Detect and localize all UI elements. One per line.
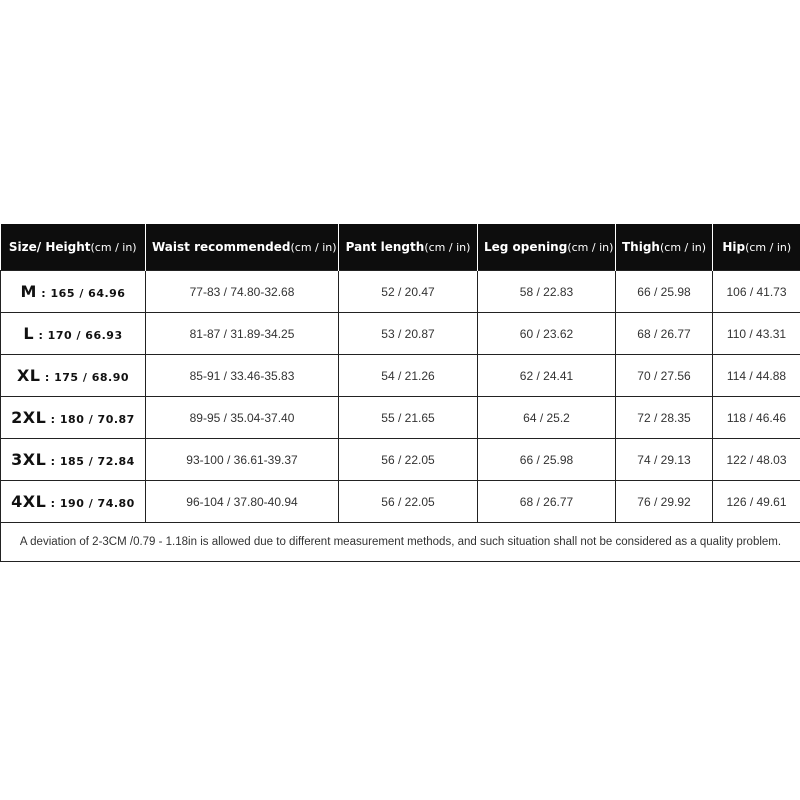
size-cell — [1, 397, 146, 439]
leg-opening-cell: 66 / 25.98 — [478, 439, 616, 481]
note-row — [1, 523, 800, 562]
size-cell — [1, 439, 146, 481]
thigh-cell: 72 / 28.35 — [616, 397, 713, 439]
column-header-unit: (cm / in) — [290, 241, 337, 254]
table-row — [1, 355, 800, 397]
column-header-label: Size/ Height — [8, 240, 91, 254]
height-value: : 185 / 72.84 — [50, 455, 135, 468]
leg-opening-cell: 60 / 23.62 — [478, 313, 616, 355]
column-header-label: Waist recommended — [152, 240, 291, 254]
column-header-unit: (cm / in) — [567, 241, 614, 254]
size-label: L — [23, 324, 35, 343]
height-value: : 165 / 64.96 — [41, 287, 126, 300]
height-value: : 175 / 68.90 — [44, 371, 130, 384]
column-header — [478, 224, 616, 271]
leg-opening-cell: 64 / 25.2 — [478, 397, 616, 439]
column-header-unit: (cm / in) — [745, 241, 792, 254]
waist-cell: 77-83 / 74.80-32.68 — [146, 271, 339, 313]
hip-cell: 126 / 49.61 — [713, 481, 800, 523]
size-cell — [1, 355, 146, 397]
size-label: 2XL — [11, 408, 47, 427]
hip-cell: 118 / 46.46 — [713, 397, 800, 439]
height-value: : 190 / 74.80 — [50, 497, 135, 510]
table-row — [1, 481, 800, 523]
pant-length-cell: 55 / 21.65 — [339, 397, 478, 439]
hip-cell: 106 / 41.73 — [713, 271, 800, 313]
waist-cell: 89-95 / 35.04-37.40 — [146, 397, 339, 439]
column-header — [146, 224, 339, 271]
column-header-label: Pant length — [345, 240, 425, 254]
waist-cell: 85-91 / 33.46-35.83 — [146, 355, 339, 397]
size-label: M — [20, 282, 37, 301]
pant-length-cell: 53 / 20.87 — [339, 313, 478, 355]
thigh-cell: 66 / 25.98 — [616, 271, 713, 313]
leg-opening-cell: 68 / 26.77 — [478, 481, 616, 523]
table-row — [1, 271, 800, 313]
size-label: 4XL — [11, 492, 47, 511]
column-header — [616, 224, 713, 271]
table-row — [1, 439, 800, 481]
height-value: : 180 / 70.87 — [50, 413, 135, 426]
size-chart — [0, 224, 800, 562]
size-label: 3XL — [11, 450, 47, 469]
waist-cell: 96-104 / 37.80-40.94 — [146, 481, 339, 523]
column-header-label: Leg opening — [484, 240, 568, 254]
column-header — [713, 224, 800, 271]
leg-opening-cell: 58 / 22.83 — [478, 271, 616, 313]
size-cell — [1, 271, 146, 313]
column-header-label: Hip — [722, 240, 746, 254]
thigh-cell: 68 / 26.77 — [616, 313, 713, 355]
measurement-note: A deviation of 2-3CM /0.79 - 1.18in is allowed due to different measurement methods, and such situation shall not be considered as a quality problem. — [1, 523, 800, 562]
waist-cell: 81-87 / 31.89-34.25 — [146, 313, 339, 355]
column-header-unit: (cm / in) — [90, 241, 137, 254]
column-header — [339, 224, 478, 271]
pant-length-cell: 56 / 22.05 — [339, 439, 478, 481]
height-value: : 170 / 66.93 — [38, 329, 123, 342]
hip-cell: 110 / 43.31 — [713, 313, 800, 355]
thigh-cell: 76 / 29.92 — [616, 481, 713, 523]
size-cell — [1, 481, 146, 523]
column-header-unit: (cm / in) — [659, 241, 707, 254]
size-table — [0, 224, 800, 562]
size-label: XL — [16, 366, 41, 385]
pant-length-cell: 56 / 22.05 — [339, 481, 478, 523]
hip-cell: 114 / 44.88 — [713, 355, 800, 397]
table-row — [1, 313, 800, 355]
hip-cell: 122 / 48.03 — [713, 439, 800, 481]
column-header-label: Thigh — [622, 240, 660, 254]
size-cell — [1, 313, 146, 355]
thigh-cell: 74 / 29.13 — [616, 439, 713, 481]
column-header — [1, 224, 146, 271]
leg-opening-cell: 62 / 24.41 — [478, 355, 616, 397]
thigh-cell: 70 / 27.56 — [616, 355, 713, 397]
pant-length-cell: 52 / 20.47 — [339, 271, 478, 313]
header-row — [1, 224, 800, 271]
column-header-unit: (cm / in) — [424, 241, 471, 254]
table-body — [1, 271, 800, 562]
pant-length-cell: 54 / 21.26 — [339, 355, 478, 397]
table-row — [1, 397, 800, 439]
waist-cell: 93-100 / 36.61-39.37 — [146, 439, 339, 481]
